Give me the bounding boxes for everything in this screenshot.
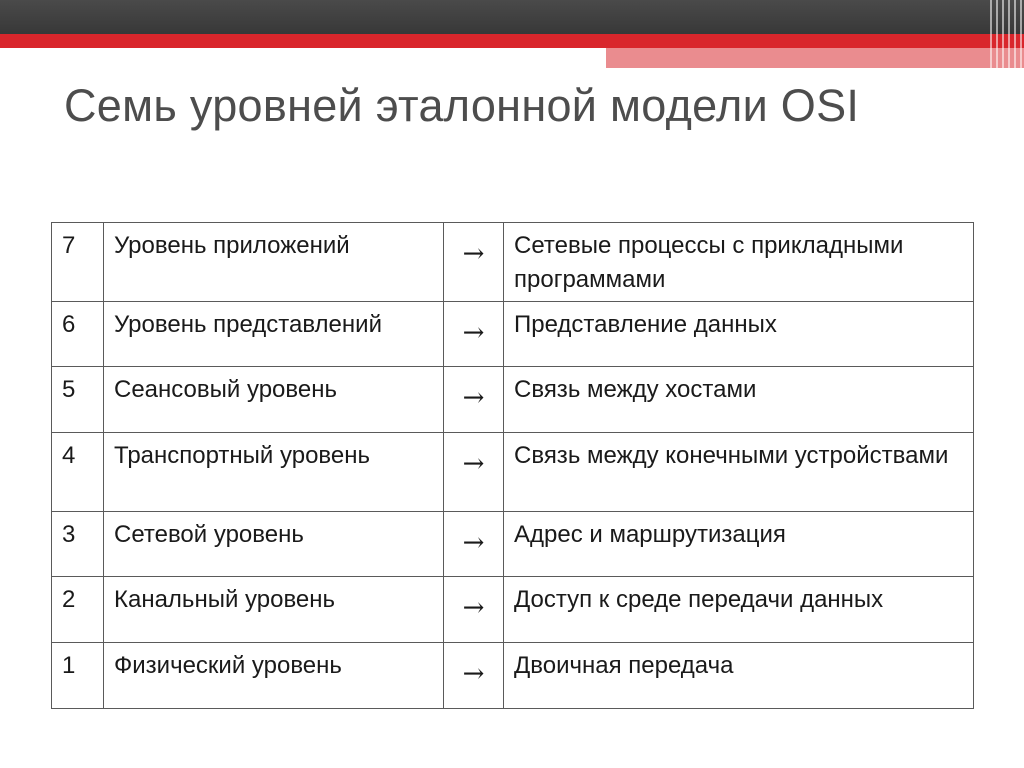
layer-number: 4: [52, 433, 104, 512]
right-arrow-icon: →: [462, 383, 485, 413]
right-arrow-icon: →: [462, 659, 485, 689]
layer-name: Уровень представлений: [104, 302, 444, 367]
right-arrow-icon: →: [462, 449, 485, 479]
layer-description: Двоичная передача: [504, 643, 974, 709]
arrow-cell: [444, 223, 504, 302]
right-arrow-icon: →: [462, 239, 485, 269]
table-row: [52, 367, 974, 433]
layer-description: Доступ к среде передачи данных: [504, 577, 974, 643]
arrow-cell: [444, 367, 504, 433]
right-arrow-icon: →: [462, 528, 485, 558]
layer-name: Сетевой уровень: [104, 512, 444, 577]
layer-number: 2: [52, 577, 104, 643]
layer-description: Представление данных: [504, 302, 974, 367]
layer-number: 7: [52, 223, 104, 302]
header-stripes-decoration: [990, 0, 1024, 68]
header-pink-accent: [606, 48, 1024, 68]
osi-layers-table: [51, 222, 974, 709]
arrow-cell: [444, 302, 504, 367]
arrow-cell: [444, 512, 504, 577]
table-row: [52, 643, 974, 709]
layer-number: 3: [52, 512, 104, 577]
layer-description: Связь между конечными устройствами: [504, 433, 974, 512]
layer-name: Физический уровень: [104, 643, 444, 709]
layer-number: 5: [52, 367, 104, 433]
table-row: [52, 223, 974, 302]
layer-number: 6: [52, 302, 104, 367]
right-arrow-icon: →: [462, 318, 485, 348]
layer-description: Сетевые процессы с прикладными программами: [504, 223, 974, 302]
table-row: [52, 433, 974, 512]
right-arrow-icon: →: [462, 593, 485, 623]
header-red-band: [0, 34, 1024, 48]
layer-name: Сеансовый уровень: [104, 367, 444, 433]
layer-name: Канальный уровень: [104, 577, 444, 643]
layer-name: Уровень приложений: [104, 223, 444, 302]
arrow-cell: [444, 577, 504, 643]
table-row: [52, 302, 974, 367]
layer-name: Транспортный уровень: [104, 433, 444, 512]
layer-description: Связь между хостами: [504, 367, 974, 433]
layer-number: 1: [52, 643, 104, 709]
table-row: [52, 577, 974, 643]
layer-description: Адрес и маршрутизация: [504, 512, 974, 577]
slide-title: Семь уровней эталонной модели OSI: [64, 80, 860, 131]
header-dark-band: [0, 0, 1024, 34]
table-row: [52, 512, 974, 577]
arrow-cell: [444, 433, 504, 512]
arrow-cell: [444, 643, 504, 709]
